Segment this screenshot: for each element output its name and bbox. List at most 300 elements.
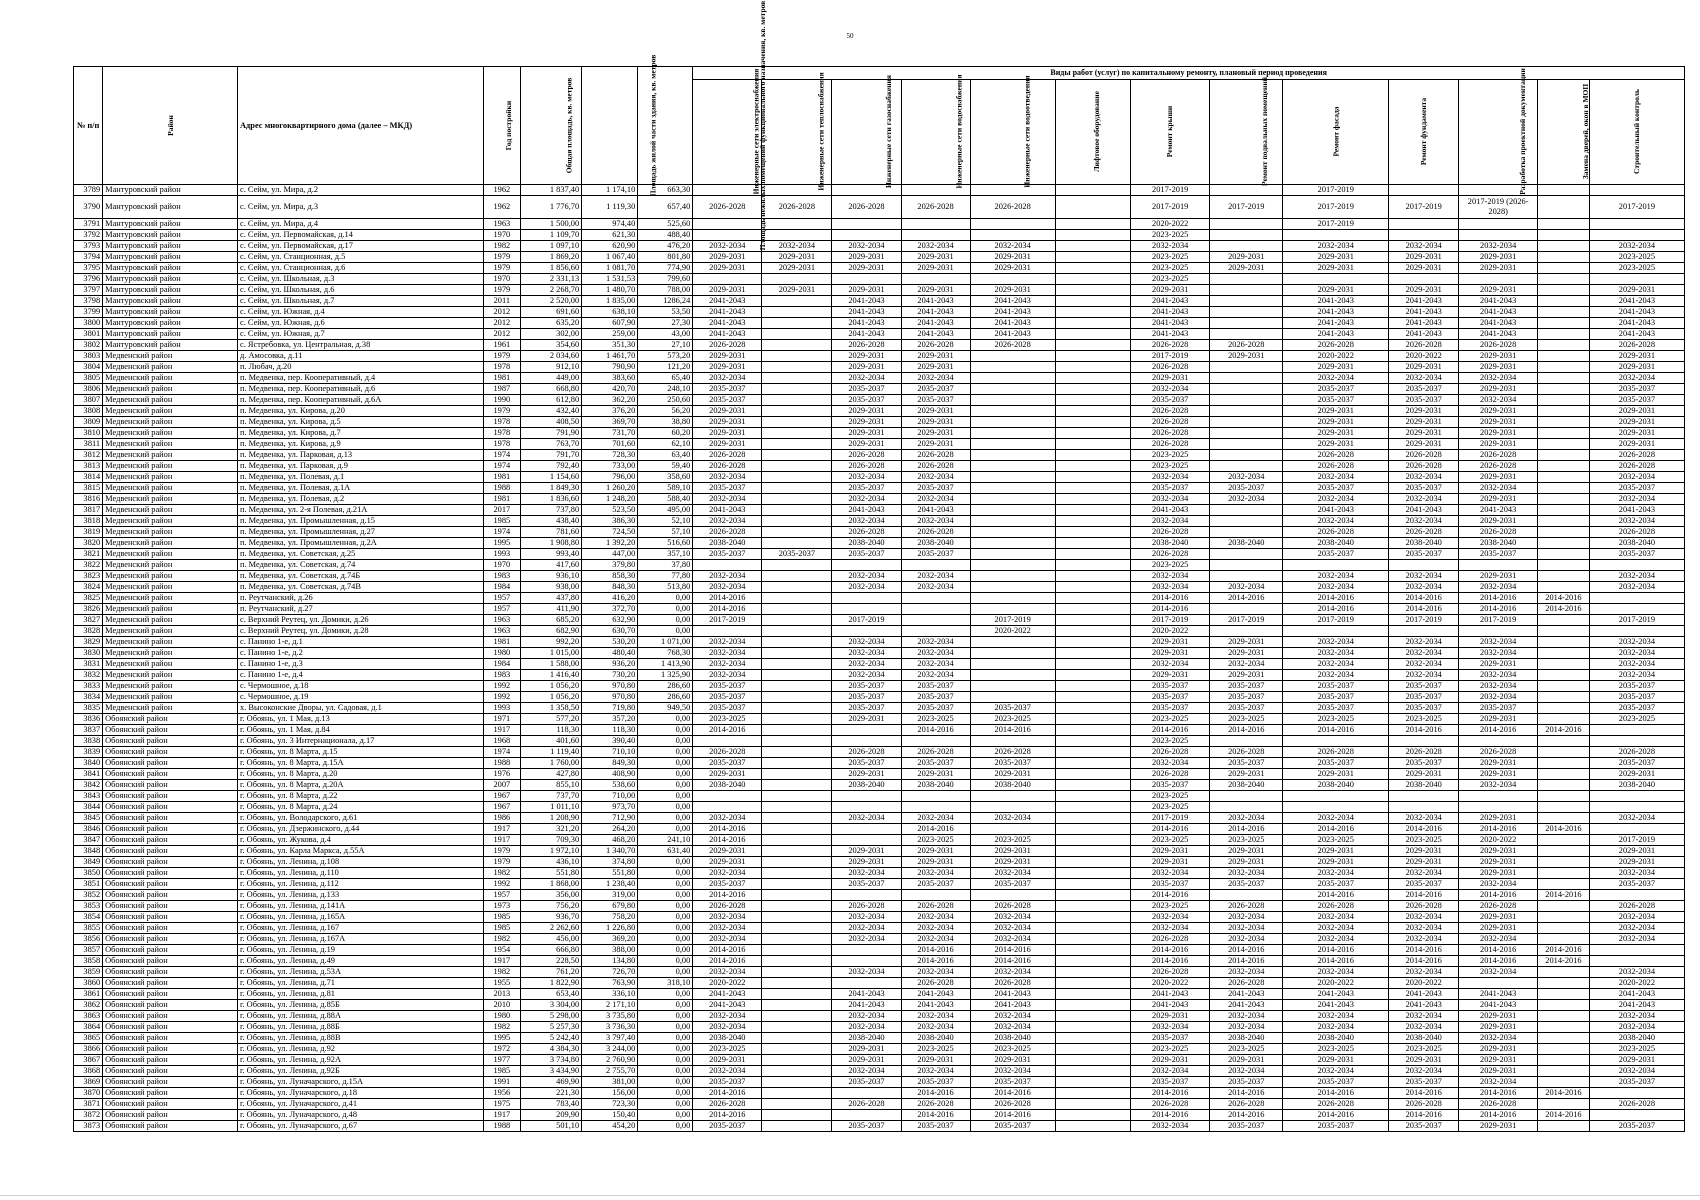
cell-address: с. Сейм, ул. Первомайская, д.14 (238, 230, 484, 241)
cell-work-period: 2035-2037 (1283, 395, 1389, 406)
cell-num: 3822 (74, 560, 103, 571)
cell-work-period: 2041-2043 (1131, 989, 1210, 1000)
cell-address: г. Обоянь, ул. Карла Маркса, д.55А (238, 846, 484, 857)
cell-work-period (693, 219, 762, 230)
cell-work-period: 2032-2034 (1131, 868, 1210, 879)
table-row (74, 582, 1685, 593)
cell-work-period: 2014-2016 (901, 1110, 970, 1121)
cell-work-period: 2032-2034 (693, 868, 762, 879)
cell-work-period (693, 230, 762, 241)
cell-total-area: 781,60 (520, 527, 582, 538)
cell-work-period: 2029-2031 (1210, 252, 1283, 263)
cell-nonresidential-area: 801,80 (638, 252, 693, 263)
cell-num: 3862 (74, 1000, 103, 1011)
cell-work-period (970, 648, 1055, 659)
cell-living-area: 369,20 (582, 934, 638, 945)
cell-address: г. Обоянь, ул. 1 Мая, д.84 (238, 725, 484, 736)
header-nonresidential-area: Площадь нежилых помещений функционального назначения, кв. метров (638, 67, 693, 185)
cell-work-period: 2026-2028 (1389, 1099, 1459, 1110)
cell-district: Обоянский район (103, 714, 238, 725)
cell-nonresidential-area: 0,00 (638, 593, 693, 604)
cell-total-area: 1 869,20 (520, 252, 582, 263)
cell-work-period (832, 978, 901, 989)
cell-work-period: 2035-2037 (1283, 758, 1389, 769)
cell-work-period: 2035-2037 (901, 483, 970, 494)
cell-living-area: 848,30 (582, 582, 638, 593)
cell-work-period: 2029-2031 (762, 285, 832, 296)
cell-year: 1974 (484, 461, 521, 472)
cell-work-period: 2032-2034 (1131, 472, 1210, 483)
cell-district: Обоянский район (103, 1055, 238, 1066)
cell-work-period: 2035-2037 (1131, 1077, 1210, 1088)
cell-nonresidential-area: 59,40 (638, 461, 693, 472)
cell-living-area: 381,00 (582, 1077, 638, 1088)
cell-work-period (1055, 967, 1131, 978)
cell-work-period: 2020-2022 (1459, 835, 1538, 846)
cell-work-period: 2023-2025 (1131, 230, 1210, 241)
cell-nonresidential-area: 525,60 (638, 219, 693, 230)
cell-work-period: 2041-2043 (970, 989, 1055, 1000)
cell-work-period: 2014-2016 (693, 1110, 762, 1121)
header-work-type: Инженерные сети электроснабжения (693, 80, 762, 185)
cell-num: 3789 (74, 185, 103, 196)
cell-total-area: 437,80 (520, 593, 582, 604)
cell-work-period: 2026-2028 (693, 450, 762, 461)
cell-work-period (1538, 912, 1590, 923)
cell-district: Обоянский район (103, 725, 238, 736)
cell-work-period (1210, 285, 1283, 296)
cell-work-period: 2014-2016 (1210, 725, 1283, 736)
cell-work-period: 2032-2034 (1589, 868, 1684, 879)
cell-total-area: 791,90 (520, 428, 582, 439)
cell-total-area: 792,40 (520, 461, 582, 472)
cell-work-period: 2041-2043 (1589, 318, 1684, 329)
cell-work-period (1389, 274, 1459, 285)
table-row (74, 1055, 1685, 1066)
cell-work-period (970, 802, 1055, 813)
cell-total-area: 1 837,40 (520, 185, 582, 196)
cell-num: 3852 (74, 890, 103, 901)
cell-work-period: 2014-2016 (693, 1088, 762, 1099)
cell-work-period: 2032-2034 (832, 923, 901, 934)
cell-work-period: 2032-2034 (832, 934, 901, 945)
cell-work-period: 2032-2034 (901, 373, 970, 384)
cell-work-period: 2032-2034 (693, 472, 762, 483)
cell-total-area: 1 972,10 (520, 846, 582, 857)
cell-work-period: 2014-2016 (1459, 604, 1538, 615)
cell-work-period: 2035-2037 (970, 1121, 1055, 1132)
table-row (74, 593, 1685, 604)
cell-living-area: 1 260,20 (582, 483, 638, 494)
cell-work-period: 2029-2031 (1210, 846, 1283, 857)
cell-work-period (970, 549, 1055, 560)
cell-work-period: 2014-2016 (1210, 593, 1283, 604)
cell-district: Медвенский район (103, 648, 238, 659)
cell-living-area: 723,30 (582, 1099, 638, 1110)
cell-work-period (1055, 406, 1131, 417)
table-row (74, 560, 1685, 571)
cell-address: г. Обоянь, ул. Луначарского, д.48 (238, 1110, 484, 1121)
cell-work-period (762, 571, 832, 582)
cell-work-period: 2032-2034 (762, 241, 832, 252)
cell-address: г. Обоянь, ул. Ленина, д.167А (238, 934, 484, 945)
cell-total-area: 1 776,70 (520, 196, 582, 219)
cell-work-period: 2017-2019 (1283, 196, 1389, 219)
cell-work-period: 2041-2043 (1210, 1000, 1283, 1011)
cell-address: г. Обоянь, ул. Ленина, д.110 (238, 868, 484, 879)
cell-district: Обоянский район (103, 758, 238, 769)
cell-work-period: 2026-2028 (1589, 340, 1684, 351)
cell-living-area: 351,30 (582, 340, 638, 351)
cell-work-period: 2038-2040 (901, 780, 970, 791)
cell-work-period (1055, 1121, 1131, 1132)
cell-living-area: 551,80 (582, 868, 638, 879)
cell-nonresidential-area: 0,00 (638, 736, 693, 747)
cell-work-period (1055, 527, 1131, 538)
cell-work-period: 2029-2031 (1459, 923, 1538, 934)
cell-work-period: 2014-2016 (1210, 956, 1283, 967)
cell-work-period (1538, 1044, 1590, 1055)
cell-work-period: 2032-2034 (1283, 472, 1389, 483)
cell-work-period (1055, 868, 1131, 879)
cell-work-period (762, 868, 832, 879)
cell-nonresidential-area: 0,00 (638, 1011, 693, 1022)
cell-nonresidential-area: 358,60 (638, 472, 693, 483)
table-row (74, 912, 1685, 923)
cell-work-period: 2023-2025 (1210, 1044, 1283, 1055)
cell-work-period (1210, 417, 1283, 428)
cell-work-period: 2014-2016 (1131, 593, 1210, 604)
cell-living-area: 1 067,40 (582, 252, 638, 263)
cell-nonresidential-area: 949,50 (638, 703, 693, 714)
cell-work-period: 2029-2031 (832, 769, 901, 780)
cell-work-period: 2032-2034 (1459, 780, 1538, 791)
table-row (74, 934, 1685, 945)
cell-work-period: 2026-2028 (970, 901, 1055, 912)
cell-work-period (970, 472, 1055, 483)
cell-living-area: 1 226,80 (582, 923, 638, 934)
cell-work-period (1389, 736, 1459, 747)
cell-work-period: 2032-2034 (1389, 516, 1459, 527)
cell-nonresidential-area: 52,10 (638, 516, 693, 527)
cell-work-period: 2035-2037 (832, 703, 901, 714)
cell-address: с. Панино 1-е, д.2 (238, 648, 484, 659)
cell-num: 3857 (74, 945, 103, 956)
cell-work-period (762, 1088, 832, 1099)
table-row (74, 747, 1685, 758)
cell-num: 3838 (74, 736, 103, 747)
cell-work-period: 2035-2037 (901, 681, 970, 692)
cell-nonresidential-area: 53,50 (638, 307, 693, 318)
cell-work-period (762, 450, 832, 461)
cell-district: Обоянский район (103, 1077, 238, 1088)
cell-address: с. Сейм, ул. Южная, д.6 (238, 318, 484, 329)
cell-work-period (1210, 329, 1283, 340)
cell-work-period (1589, 802, 1684, 813)
cell-work-period: 2032-2034 (1210, 494, 1283, 505)
cell-work-period: 2029-2031 (901, 439, 970, 450)
cell-total-area: 2 331,13 (520, 274, 582, 285)
cell-work-period: 2035-2037 (901, 384, 970, 395)
cell-address: п. Реутчанский, д.27 (238, 604, 484, 615)
cell-nonresidential-area: 0,00 (638, 725, 693, 736)
cell-work-period (901, 219, 970, 230)
cell-work-period: 2041-2043 (970, 296, 1055, 307)
table-row (74, 351, 1685, 362)
cell-year: 1978 (484, 362, 521, 373)
cell-work-period: 2032-2034 (1210, 923, 1283, 934)
cell-year: 1995 (484, 538, 521, 549)
cell-work-period (762, 1000, 832, 1011)
cell-living-area: 790,90 (582, 362, 638, 373)
cell-address: г. Обоянь, ул. Ленина, д.88Б (238, 1022, 484, 1033)
cell-work-period (901, 736, 970, 747)
cell-work-period (1538, 692, 1590, 703)
cell-nonresidential-area: 589,10 (638, 483, 693, 494)
cell-work-period: 2029-2031 (832, 351, 901, 362)
cell-work-period: 2032-2034 (832, 868, 901, 879)
cell-work-period (832, 824, 901, 835)
cell-work-period (1055, 615, 1131, 626)
cell-nonresidential-area: 0,00 (638, 934, 693, 945)
cell-work-period (1055, 890, 1131, 901)
cell-living-area: 357,20 (582, 714, 638, 725)
cell-work-period: 2026-2028 (1283, 1099, 1389, 1110)
cell-work-period: 2032-2034 (970, 967, 1055, 978)
cell-work-period: 2023-2025 (1589, 1044, 1684, 1055)
cell-total-area: 668,80 (520, 384, 582, 395)
cell-year: 1978 (484, 428, 521, 439)
cell-year: 1983 (484, 571, 521, 582)
cell-work-period: 2032-2034 (693, 582, 762, 593)
cell-work-period: 2029-2031 (1459, 857, 1538, 868)
cell-num: 3873 (74, 1121, 103, 1132)
cell-work-period: 2035-2037 (1389, 1121, 1459, 1132)
cell-work-period: 2035-2037 (693, 1077, 762, 1088)
cell-address: г. Обоянь, ул. 8 Марта, д.15 (238, 747, 484, 758)
cell-work-period: 2032-2034 (1283, 241, 1389, 252)
cell-address: с. Панино 1-е, д.1 (238, 637, 484, 648)
cell-work-period: 2029-2031 (970, 857, 1055, 868)
cell-district: Медвенский район (103, 384, 238, 395)
cell-num: 3831 (74, 659, 103, 670)
cell-work-period: 2041-2043 (1459, 307, 1538, 318)
cell-work-period (762, 274, 832, 285)
cell-living-area: 372,70 (582, 604, 638, 615)
cell-work-period (1459, 274, 1538, 285)
table-row (74, 483, 1685, 494)
cell-work-period: 2032-2034 (693, 912, 762, 923)
cell-work-period: 2023-2025 (970, 835, 1055, 846)
cell-nonresidential-area: 0,00 (638, 1055, 693, 1066)
cell-address: п. Медвенка, ул. Промышленная, д.27 (238, 527, 484, 538)
cell-work-period: 2029-2031 (1459, 263, 1538, 274)
cell-work-period: 2029-2031 (693, 362, 762, 373)
cell-living-area: 638,10 (582, 307, 638, 318)
cell-nonresidential-area: 57,10 (638, 527, 693, 538)
cell-work-period: 2017-2019 (1459, 615, 1538, 626)
cell-total-area: 321,20 (520, 824, 582, 835)
cell-work-period (1389, 802, 1459, 813)
cell-num: 3827 (74, 615, 103, 626)
cell-living-area: 420,70 (582, 384, 638, 395)
cell-work-period (901, 626, 970, 637)
cell-address: п. Медвенка, ул. Парковая, д.9 (238, 461, 484, 472)
cell-district: Мантуровский район (103, 318, 238, 329)
cell-work-period (762, 637, 832, 648)
cell-work-period (762, 417, 832, 428)
cell-num: 3801 (74, 329, 103, 340)
cell-work-period (1283, 560, 1389, 571)
cell-work-period: 2029-2031 (1459, 571, 1538, 582)
cell-work-period: 2035-2037 (832, 395, 901, 406)
cell-work-period: 2032-2034 (1459, 637, 1538, 648)
cell-nonresidential-area: 27,10 (638, 340, 693, 351)
cell-work-period (1589, 791, 1684, 802)
cell-work-period (1055, 626, 1131, 637)
cell-work-period (1210, 274, 1283, 285)
table-row (74, 285, 1685, 296)
cell-living-area: 710,10 (582, 747, 638, 758)
cell-work-period (1055, 824, 1131, 835)
cell-work-period: 2023-2025 (1131, 714, 1210, 725)
cell-total-area: 761,20 (520, 967, 582, 978)
cell-year: 1988 (484, 1121, 521, 1132)
cell-work-period (1389, 185, 1459, 196)
table-row (74, 604, 1685, 615)
cell-work-period: 2032-2034 (693, 1066, 762, 1077)
cell-work-period: 2026-2028 (1131, 967, 1210, 978)
cell-district: Мантуровский район (103, 329, 238, 340)
cell-work-period: 2032-2034 (1283, 571, 1389, 582)
cell-work-period: 2029-2031 (1131, 670, 1210, 681)
cell-num: 3818 (74, 516, 103, 527)
cell-work-period: 2017-2019 (1131, 185, 1210, 196)
cell-work-period: 2032-2034 (693, 494, 762, 505)
cell-work-period: 2020-2022 (1389, 351, 1459, 362)
cell-work-period (762, 1077, 832, 1088)
cell-work-period: 2023-2025 (901, 1044, 970, 1055)
cell-work-period: 2023-2025 (901, 714, 970, 725)
cell-work-period: 2014-2016 (1538, 604, 1590, 615)
cell-work-period (970, 185, 1055, 196)
cell-work-period: 2035-2037 (1389, 549, 1459, 560)
cell-nonresidential-area: 0,00 (638, 1088, 693, 1099)
cell-nonresidential-area: 0,00 (638, 769, 693, 780)
cell-living-area: 454,20 (582, 1121, 638, 1132)
cell-year: 1967 (484, 791, 521, 802)
cell-total-area: 3 304,00 (520, 1000, 582, 1011)
cell-work-period (901, 274, 970, 285)
cell-work-period: 2032-2034 (1210, 659, 1283, 670)
cell-work-period (970, 527, 1055, 538)
cell-district: Мантуровский район (103, 196, 238, 219)
cell-work-period: 2023-2025 (1131, 252, 1210, 263)
cell-year: 1985 (484, 912, 521, 923)
cell-living-area: 724,50 (582, 527, 638, 538)
cell-work-period (1055, 681, 1131, 692)
cell-work-period: 2041-2043 (1589, 296, 1684, 307)
cell-work-period: 2029-2031 (1210, 670, 1283, 681)
cell-work-period: 2017-2019 (1210, 196, 1283, 219)
cell-work-period (1459, 791, 1538, 802)
cell-work-period: 2032-2034 (1459, 241, 1538, 252)
cell-work-period: 2029-2031 (762, 252, 832, 263)
cell-district: Обоянский район (103, 857, 238, 868)
table-row (74, 538, 1685, 549)
cell-work-period: 2032-2034 (832, 648, 901, 659)
cell-total-area: 685,20 (520, 615, 582, 626)
cell-work-period: 2032-2034 (693, 967, 762, 978)
cell-total-area: 1 849,30 (520, 483, 582, 494)
cell-work-period: 2029-2031 (1459, 846, 1538, 857)
cell-work-period (1589, 560, 1684, 571)
cell-work-period (1538, 241, 1590, 252)
cell-work-period: 2029-2031 (1283, 285, 1389, 296)
cell-total-area: 1 856,60 (520, 263, 582, 274)
cell-work-period: 2041-2043 (1389, 989, 1459, 1000)
cell-work-period (762, 934, 832, 945)
cell-work-period: 2041-2043 (1589, 329, 1684, 340)
cell-work-period: 2035-2037 (1389, 395, 1459, 406)
cell-work-period: 2035-2037 (1131, 681, 1210, 692)
cell-work-period: 2014-2016 (1283, 1110, 1389, 1121)
cell-num: 3841 (74, 769, 103, 780)
cell-work-period (762, 505, 832, 516)
cell-work-period: 2035-2037 (901, 703, 970, 714)
cell-district: Обоянский район (103, 901, 238, 912)
cell-work-period: 2014-2016 (901, 1088, 970, 1099)
cell-work-period: 2032-2034 (970, 813, 1055, 824)
cell-work-period: 2032-2034 (1589, 1011, 1684, 1022)
cell-num: 3800 (74, 318, 103, 329)
cell-work-period (970, 362, 1055, 373)
cell-work-period (1055, 923, 1131, 934)
cell-total-area: 5 242,40 (520, 1033, 582, 1044)
cell-work-period: 2032-2034 (1210, 472, 1283, 483)
table-body (74, 185, 1685, 1132)
cell-work-period (1055, 296, 1131, 307)
cell-living-area: 386,30 (582, 516, 638, 527)
cell-work-period: 2035-2037 (1283, 549, 1389, 560)
cell-work-period (1055, 604, 1131, 615)
cell-work-period: 2035-2037 (832, 758, 901, 769)
cell-work-period: 2041-2043 (970, 1000, 1055, 1011)
cell-work-period (970, 230, 1055, 241)
cell-work-period: 2032-2034 (1589, 659, 1684, 670)
cell-work-period: 2032-2034 (832, 494, 901, 505)
cell-work-period: 2038-2040 (970, 780, 1055, 791)
cell-work-period (693, 560, 762, 571)
table-row (74, 527, 1685, 538)
cell-work-period: 2032-2034 (1131, 384, 1210, 395)
cell-work-period (1055, 835, 1131, 846)
cell-total-area: 1 822,90 (520, 978, 582, 989)
cell-work-period: 2029-2031 (832, 417, 901, 428)
cell-work-period: 2026-2028 (693, 196, 762, 219)
cell-work-period: 2035-2037 (1459, 549, 1538, 560)
cell-living-area: 416,20 (582, 593, 638, 604)
cell-work-period: 2026-2028 (1459, 450, 1538, 461)
cell-work-period: 2032-2034 (1389, 923, 1459, 934)
cell-work-period: 2041-2043 (832, 1000, 901, 1011)
cell-district: Обоянский район (103, 824, 238, 835)
cell-work-period: 2041-2043 (901, 307, 970, 318)
cell-num: 3792 (74, 230, 103, 241)
cell-work-period: 2029-2031 (693, 285, 762, 296)
cell-work-period: 2041-2043 (1283, 329, 1389, 340)
cell-work-period (1538, 1099, 1590, 1110)
